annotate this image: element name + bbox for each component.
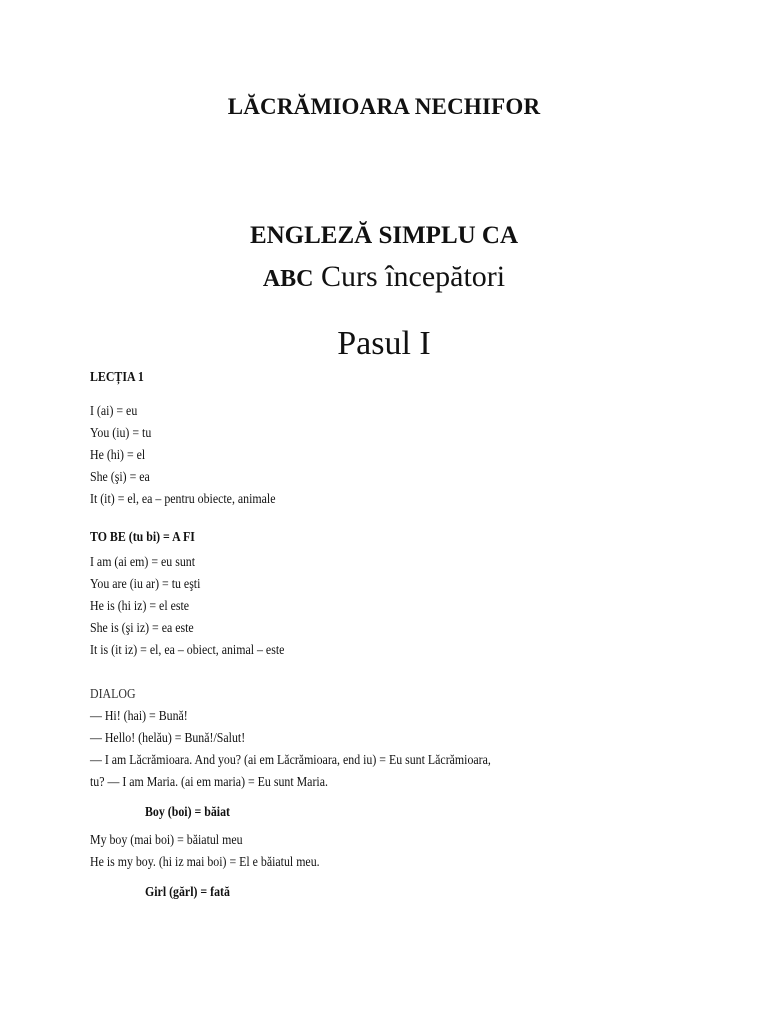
tobe-line: He is (hi iz) = el este bbox=[90, 598, 190, 613]
dialog-line: — Hi! (hai) = Bună! bbox=[90, 708, 188, 723]
tobe-line: You are (iu ar) = tu eşti bbox=[90, 576, 201, 591]
book-title-line-1: ENGLEZĂ SIMPLU CA bbox=[249, 222, 519, 249]
book-title-line-2 bbox=[0, 260, 768, 294]
book-subtitle: Curs începători bbox=[313, 260, 506, 293]
pronoun-line: I (ai) = eu bbox=[90, 403, 138, 418]
girl-heading: Girl (gărl) = fată bbox=[145, 884, 230, 899]
tobe-line: I am (ai em) = eu sunt bbox=[90, 554, 196, 569]
boy-line: My boy (mai boi) = băiatul meu bbox=[90, 832, 243, 847]
pronoun-line: She (şi) = ea bbox=[90, 469, 150, 484]
author-name: LĂCRĂMIOARA NECHIFOR bbox=[227, 94, 541, 119]
tobe-heading: TO BE (tu bi) = A FI bbox=[90, 529, 195, 544]
pronoun-line: It (it) = el, ea – pentru obiecte, animale bbox=[90, 491, 276, 506]
lesson-heading: LECȚIA 1 bbox=[90, 369, 144, 384]
tobe-line: It is (it iz) = el, ea – obiect, animal – este bbox=[90, 642, 285, 657]
step-heading: Pasul I bbox=[337, 325, 431, 362]
dialog-line: — I am Lăcrămioara. And you? (ai em Lăcrămioara, end iu) = Eu sunt Lăcrămioara, bbox=[90, 752, 491, 767]
dialog-line: tu? — I am Maria. (ai em maria) = Eu sunt Maria. bbox=[90, 774, 328, 789]
pronoun-line: You (iu) = tu bbox=[90, 425, 152, 440]
boy-heading: Boy (boi) = băiat bbox=[145, 804, 230, 819]
dialog-line: — Hello! (helău) = Bună!/Salut! bbox=[90, 730, 246, 745]
pronoun-line: He (hi) = el bbox=[90, 447, 146, 462]
tobe-line: She is (şi iz) = ea este bbox=[90, 620, 194, 635]
dialog-heading: DIALOG bbox=[90, 686, 136, 701]
book-title-abc: ABC bbox=[262, 266, 314, 292]
boy-line: He is my boy. (hi iz mai boi) = El e băiatul meu. bbox=[90, 854, 320, 869]
